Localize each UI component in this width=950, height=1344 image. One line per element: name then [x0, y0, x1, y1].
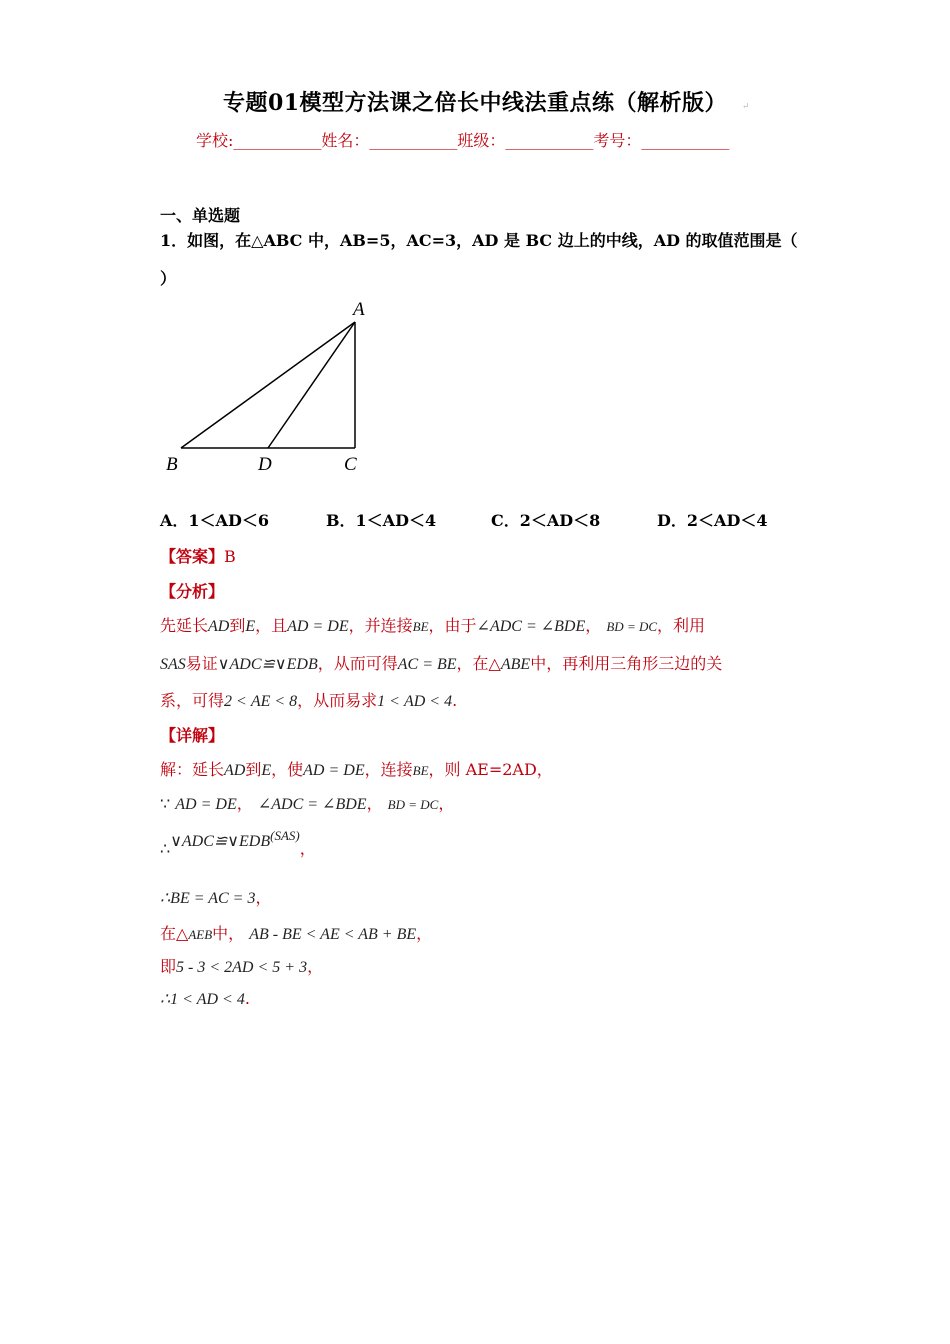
analysis-line2: SAS易证∨ADC≌∨EDB，从而可得AC = BE，在△ABE中，再利用三角形三边的关: [160, 654, 723, 673]
segment-ab: [181, 322, 355, 448]
analysis-tag: 【分析】: [160, 582, 225, 601]
analysis-line1: 先延长AD到E，且AD = DE，并连接BE，由于∠ADC = ∠BDE， BD = DC，利用: [160, 616, 706, 635]
solution-line4: ∴BE = AC = 3，: [160, 888, 272, 907]
solution-line5: 在△AEB中， AB - BE < AE < AB + BE，: [160, 924, 433, 943]
answer-line: 【答案】B: [160, 547, 236, 566]
option-a: A．1＜AD＜6: [160, 511, 269, 530]
option-d: D．2＜AD＜4: [657, 511, 768, 530]
solution-tag: 【详解】: [160, 726, 225, 745]
solution-line7: ∴1 < AD < 4.: [160, 989, 250, 1008]
solution-line1: 解：延长AD到E，使AD = DE，连接BE，则 AE=2AD，: [160, 760, 553, 779]
label-a: A: [353, 299, 365, 320]
triangle-figure: [160, 295, 390, 480]
label-b: B: [166, 454, 178, 475]
segment-ad: [268, 322, 355, 448]
student-info-line: 学校:___________姓名：___________班级：___________考号：___________: [196, 131, 730, 150]
label-c: C: [344, 454, 357, 475]
option-c: C．2＜AD＜8: [491, 511, 601, 530]
solution-line6: 即5 - 3 < 2AD < 5 + 3，: [160, 957, 324, 976]
paragraph-mark: ↵: [742, 102, 750, 112]
label-d: D: [258, 454, 272, 475]
question-text-line2: ）: [160, 269, 177, 288]
option-b: B．1＜AD＜4: [326, 511, 437, 530]
question-text-line1: 1．如图，在△ABC 中，AB=5，AC=3，AD 是 BC 边上的中线，AD 的取值范围是（: [160, 231, 798, 250]
analysis-line3: 系，可得2 < AE < 8，从而易求1 < AD < 4.: [160, 691, 458, 710]
solution-line2: ∵ AD = DE， ∠ADC = ∠BDE， BD = DC，: [160, 794, 455, 813]
section-heading: 一、单选题: [160, 206, 241, 225]
page-title: 专题01模型方法课之倍长中线法重点练（解析版）: [222, 90, 728, 116]
solution-line3: $\therefore\vee ADC≌\vee EDB^{(SAS)}$，: [160, 828, 316, 858]
